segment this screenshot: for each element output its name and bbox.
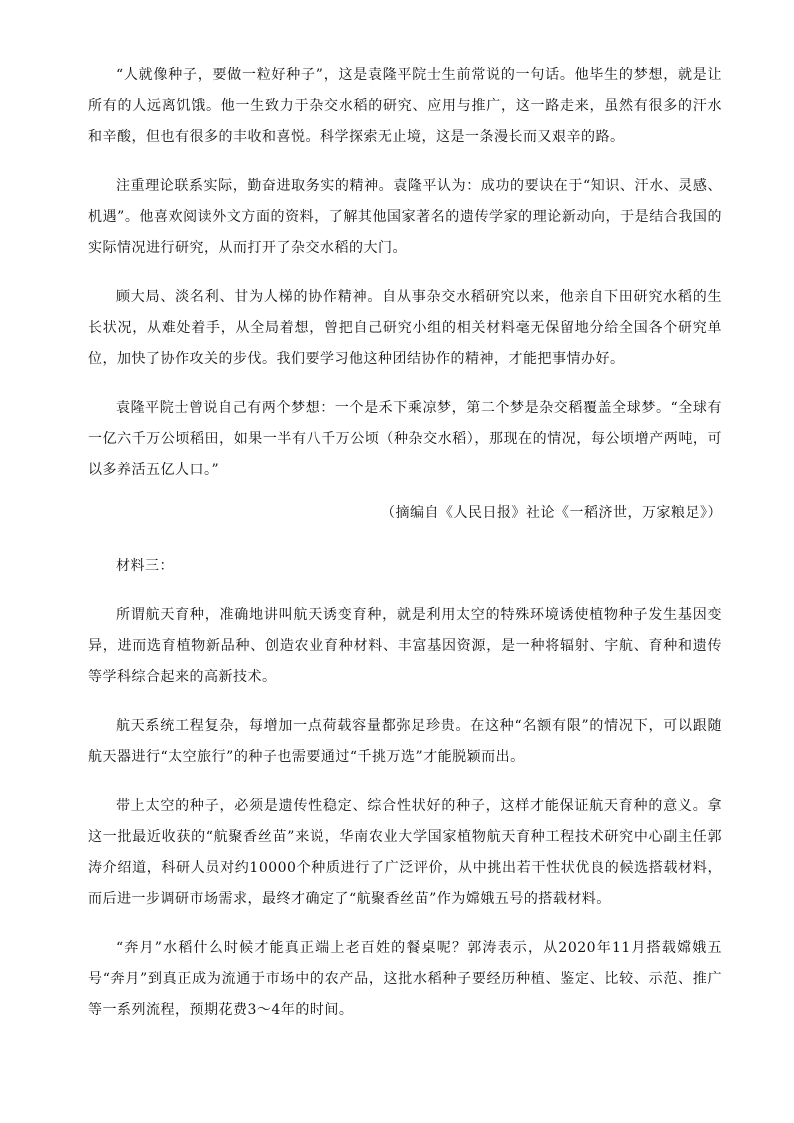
paragraph-payload-selection: 航天系统工程复杂，每增加一点荷载容量都弥足珍贵。在这种“名额有限”的情况下，可以跟随航天器进行“太空旅行”的种子也需要通过“千挑万选”才能脱颖而出。 [88,718,722,765]
paragraph-space-breeding-definition: 所谓航天育种，准确地讲叫航天诱变育种，就是利用太空的特殊环境诱使植物种子发生基因变异，进而选育植物新品种、创造农业育种材料、丰富基因资源，是一种将辐射、宇航、育种和遗传等学科综合起来的高新技术。 [88,607,722,685]
material-three-heading: 材料三： [116,558,174,574]
source-citation: （摘编自《人民日报》社论《一稻济世，万家粮足》） [381,505,722,521]
paragraph-cooperation-spirit: 顾大局、淡名利、甘为人梯的协作精神。自从事杂交水稻研究以来，他亲自下田研究水稻的生长状况，从难处着手，从全局着想，曾把自己研究小组的相关材料毫无保留地分给全国各个研究单位，加快了协作攻关的步伐。我们要学习他这种团结协作的精神，才能把事情办好。 [88,289,722,367]
paragraph-moon-rice-timeline: “奔月”水稻什么时候才能真正端上老百姓的餐桌呢？郭涛表示，从2020年11月搭载嫦娥五号“奔月”到真正成为流通于市场中的农产品，这批水稻种子要经历种植、鉴定、比较、示范、推广等一系列流程，预期花费3～4年的时间。 [88,940,722,1018]
paragraph-yuan-seed-quote: “人就像种子，要做一粒好种子”，这是袁隆平院士生前常说的一句话。他毕生的梦想，就是让所有的人远离饥饿。他一生致力于杂交水稻的研究、应用与推广，这一路走来，虽然有很多的汗水和辛酸，但也有很多的丰收和喜悦。科学探索无止境，这是一条漫长而又艰辛的路。 [88,67,722,145]
paragraph-seed-selection: 带上太空的种子，必须是遗传性稳定、综合性状好的种子，这样才能保证航天育种的意义。拿这一批最近收获的“航聚香丝苗”来说，华南农业大学国家植物航天育种工程技术研究中心副主任郭涛介绍道，科研人员对约10000个种质进行了广泛评价，从中挑出若干性状优良的候选搭载材料，而后进一步调研市场需求，最终才确定了“航聚香丝苗”作为嫦娥五号的搭载材料。 [88,798,722,907]
paragraph-theory-practice: 注重理论联系实际，勤奋进取务实的精神。袁隆平认为：成功的要诀在于“知识、汗水、灵感、机遇”。他喜欢阅读外文方面的资料，了解其他国家著名的遗传学家的理论新动向，于是结合我国的实际情况进行研究，从而打开了杂交水稻的大门。 [88,178,722,256]
document-page [88,60,722,1044]
paragraph-two-dreams: 袁隆平院士曾说自己有两个梦想：一个是禾下乘凉梦，第二个梦是杂交稻覆盖全球梦。“全球有一亿六千万公顷稻田，如果一半有八千万公顷（种杂交水稻），那现在的情况，每公顷增产两吨，可以多养活五亿人口。” [88,400,722,478]
